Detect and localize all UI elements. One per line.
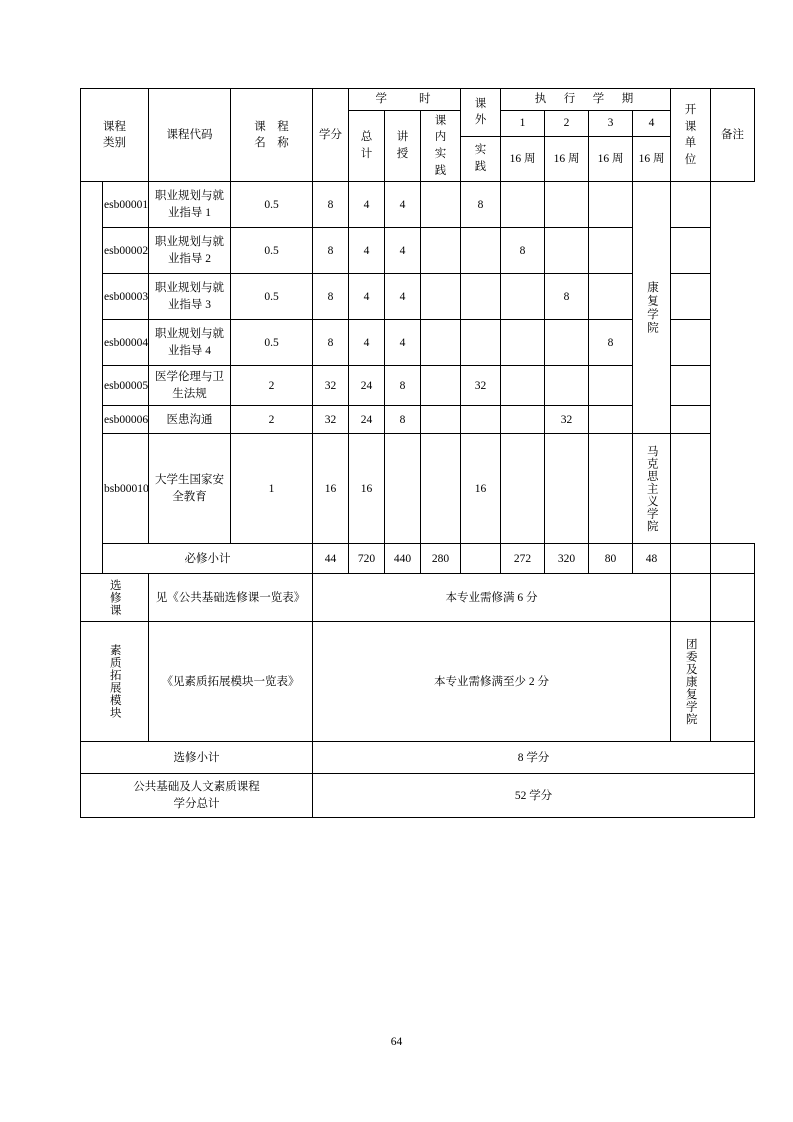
cell-total: 8 [313,182,349,228]
cell-remark [671,366,711,406]
header-lecture-line2: 授 [396,148,409,161]
cell-credits: 0.5 [231,274,313,320]
quality-name: 《见素质拓展模块一览表》 [149,622,313,742]
cell-lecture: 16 [349,434,385,544]
cell-course-name [149,320,231,366]
cell-in-class: 8 [385,406,421,434]
elective-remark [711,574,755,622]
cell-out-class [421,366,461,406]
cell-sem3: 8 [545,274,589,320]
cell-sem1 [461,228,501,274]
header-course-name [231,89,313,182]
cell-credits: 0.5 [231,320,313,366]
cell-sem2 [501,434,545,544]
cell-in-class: 4 [385,320,421,366]
header-out-class-practice [461,89,501,137]
cell-course-code: esb00005 [103,366,149,406]
required-subtotal-sem3: 80 [589,544,633,574]
header-in-line2: 内 [434,131,447,144]
quality-category-label: 素质拓展模块 [108,644,121,720]
cell-in-class: 4 [385,228,421,274]
header-department [671,89,711,182]
cell-course-name [149,434,231,544]
cell-in-class [385,434,421,544]
cell-total: 16 [313,434,349,544]
cell-course-name-line2: 生法规 [172,387,207,400]
elective-subtotal-value: 8 学分 [313,742,755,774]
cell-course-code: bsb00010 [103,434,149,544]
cell-remark [671,406,711,434]
quality-row [81,622,755,742]
cell-lecture: 4 [349,228,385,274]
cell-out-class [421,320,461,366]
cell-sem3 [545,366,589,406]
header-weeks-1: 16 周 [501,136,545,182]
cell-credits: 0.5 [231,228,313,274]
header-course-code: 课程代码 [149,89,231,182]
table-header-row-1 [81,89,755,111]
elective-department [671,574,711,622]
elective-name: 见《公共基础选修课一览表》 [149,574,313,622]
cell-credits: 2 [231,406,313,434]
cell-course-code: esb00006 [103,406,149,434]
header-out-line2: 外 [474,114,487,127]
cell-course-code: esb00004 [103,320,149,366]
cell-sem4 [589,182,633,228]
header-out-line4: 践 [474,160,487,173]
cell-sem2 [501,182,545,228]
quality-category [81,622,149,742]
header-weeks-3: 16 周 [589,136,633,182]
cell-sem1 [461,320,501,366]
cell-sem3 [545,434,589,544]
header-lecture-hours [385,110,421,182]
cell-course-name-line2: 全教育 [172,490,207,503]
header-semester-1: 1 [501,110,545,136]
dept-kangfu-label: 康复学院 [645,280,658,335]
elective-category [81,574,149,622]
elective-subtotal-row [81,742,755,774]
category-cell-required [81,182,103,574]
header-semester-3: 3 [589,110,633,136]
header-credits: 学分 [313,89,349,182]
cell-sem4 [589,366,633,406]
cell-in-class: 4 [385,182,421,228]
cell-course-name-line1: 职业规划与就 [155,328,224,341]
header-dept-line4: 位 [684,153,697,166]
dept-marx-label: 马克思主义学院 [645,445,658,533]
cell-sem2: 8 [501,228,545,274]
cell-lecture: 4 [349,274,385,320]
cell-in-class: 4 [385,274,421,320]
grand-total-label-line1: 公共基础及人文素质课程 [133,781,260,794]
header-category-line2: 类别 [103,137,126,150]
cell-sem1: 8 [461,182,501,228]
cell-out-class [421,182,461,228]
cell-course-name-line2: 业指导 3 [167,298,212,311]
cell-lecture: 4 [349,182,385,228]
cell-course-name-line1: 医学伦理与卫 [155,371,224,384]
cell-sem1 [461,274,501,320]
cell-course-name-line2: 业指导 1 [167,206,212,219]
cell-remark [671,434,711,544]
header-dept-line3: 单 [684,137,697,150]
header-in-class-practice [421,110,461,182]
course-table-container [80,88,745,818]
cell-sem4 [589,228,633,274]
cell-sem3 [545,182,589,228]
cell-course-name [149,182,231,228]
cell-sem4 [589,274,633,320]
required-subtotal-sem1: 272 [501,544,545,574]
cell-course-name-line1: 大学生国家安 [155,474,224,487]
table-row [81,182,755,228]
dept-tuanwei-label: 团委及康复学院 [684,638,697,726]
header-dept-line2: 课 [684,120,697,133]
header-weeks-2: 16 周 [545,136,589,182]
cell-course-name-line1: 职业规划与就 [155,236,224,249]
quality-department [671,622,711,742]
cell-out-class [421,434,461,544]
required-subtotal-total: 720 [349,544,385,574]
table-row [81,434,755,544]
cell-total: 8 [313,274,349,320]
required-subtotal-department [671,544,711,574]
cell-sem4 [589,406,633,434]
cell-remark [671,320,711,366]
required-subtotal-label: 必修小计 [103,544,313,574]
header-in-line4: 践 [434,164,447,177]
cell-sem1: 32 [461,366,501,406]
cell-sem2 [501,366,545,406]
required-subtotal-remark [711,544,755,574]
required-subtotal-sem2: 320 [545,544,589,574]
required-subtotal-out-class [461,544,501,574]
header-weeks-4: 16 周 [633,136,671,182]
cell-department-marx [633,434,671,544]
header-course-name-line1: 课 程 [254,120,289,133]
cell-credits: 1 [231,434,313,544]
header-total-line2: 计 [360,148,373,161]
header-total-line1: 总 [360,131,373,144]
cell-lecture: 4 [349,320,385,366]
grand-total-row [81,774,755,818]
cell-lecture: 24 [349,366,385,406]
header-in-line1: 课 [434,114,447,127]
cell-course-name-line2: 业指导 4 [167,344,212,357]
quality-description: 本专业需修满至少 2 分 [313,622,671,742]
cell-credits: 0.5 [231,182,313,228]
cell-course-name [149,228,231,274]
cell-in-class: 8 [385,366,421,406]
cell-sem2 [501,406,545,434]
cell-course-name-line1: 职业规划与就 [155,282,224,295]
cell-out-class [421,274,461,320]
cell-total: 32 [313,366,349,406]
required-subtotal-in-class: 280 [421,544,461,574]
cell-sem2 [501,320,545,366]
cell-course-name: 医患沟通 [149,406,231,434]
header-course-name-line2: 名 称 [254,137,289,150]
required-subtotal-credits: 44 [313,544,349,574]
cell-sem1 [461,406,501,434]
cell-course-name [149,366,231,406]
cell-total: 32 [313,406,349,434]
cell-remark [671,228,711,274]
header-in-line3: 实 [434,148,447,161]
header-dept-line1: 开 [684,103,697,116]
cell-course-code: esb00002 [103,228,149,274]
cell-lecture: 24 [349,406,385,434]
required-subtotal-sem4: 48 [633,544,671,574]
header-semester-group: 执 行 学 期 [501,89,671,111]
header-hours-group: 学 时 [349,89,461,111]
elective-description: 本专业需修满 6 分 [313,574,671,622]
header-semester-2: 2 [545,110,589,136]
header-out-line1: 课 [474,97,487,110]
page-number: 64 [390,1036,403,1048]
cell-out-class [421,228,461,274]
cell-department-kangfu [633,182,671,434]
cell-remark [671,182,711,228]
cell-sem2 [501,274,545,320]
cell-out-class [421,406,461,434]
cell-sem3: 32 [545,406,589,434]
course-table [80,88,755,818]
header-out-class-practice-2 [461,136,501,182]
header-category-line1: 课程 [103,120,126,133]
header-remark: 备注 [711,89,755,182]
cell-total: 8 [313,228,349,274]
header-lecture-line1: 讲 [396,131,409,144]
cell-course-name [149,274,231,320]
elective-subtotal-label: 选修小计 [81,742,313,774]
cell-course-code: esb00003 [103,274,149,320]
cell-remark [671,274,711,320]
cell-course-name-line2: 业指导 2 [167,252,212,265]
cell-sem3 [545,228,589,274]
quality-remark [711,622,755,742]
header-out-line3: 实 [474,144,487,157]
header-total-hours [349,110,385,182]
cell-sem4 [589,434,633,544]
cell-sem4: 8 [589,320,633,366]
cell-sem1: 16 [461,434,501,544]
elective-row [81,574,755,622]
grand-total-label [81,774,313,818]
cell-credits: 2 [231,366,313,406]
grand-total-label-line2: 学分总计 [173,797,220,810]
header-category [81,89,149,182]
cell-total: 8 [313,320,349,366]
header-semester-4: 4 [633,110,671,136]
required-subtotal-row [81,544,755,574]
grand-total-value: 52 学分 [313,774,755,818]
required-subtotal-lecture: 440 [385,544,421,574]
cell-course-name-line1: 职业规划与就 [155,190,224,203]
cell-course-code: esb00001 [103,182,149,228]
elective-category-label: 选修课 [108,579,121,617]
cell-sem3 [545,320,589,366]
